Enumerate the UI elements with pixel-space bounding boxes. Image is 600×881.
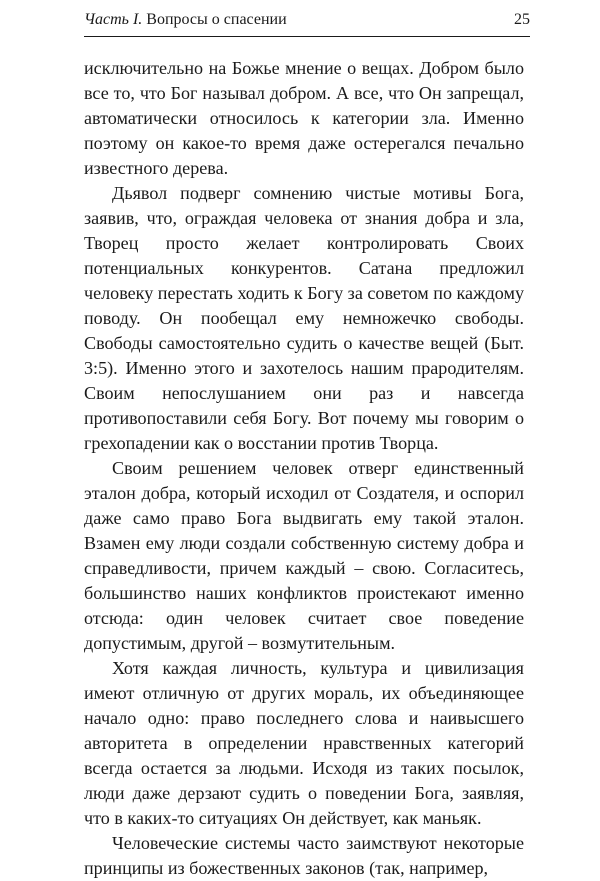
paragraph: Дьявол подверг сомнению чистые мотивы Бога, заявив, что, ограждая человека от знания добра и зла, Творец просто желает контролировать Своих потенциальных конкурентов. Сатана предложил человеку перестать ходить к Богу за советом по каждому поводу. Он пообещал ему немножечко свободы. Свободы самостоятельно судить о качестве вещей (Быт. 3:5). Именно этого и захотелось нашим прародителям. Своим непослушанием они раз и навсегда противопоставили себя Богу. Вот почему мы говорим о грехопадении как о восстании против Творца. <box>84 183 524 453</box>
body-text <box>84 56 524 881</box>
running-header <box>84 10 530 30</box>
page-number: 25 <box>514 11 530 28</box>
paragraph: исключительно на Божье мнение о вещах. Добром было все то, что Бог называл добром. А все, что Он запрещал, автоматически относилось к категории зла. Именно поэтому он какое-то время даже остерегался печально известного дерева. <box>84 58 524 178</box>
header-title <box>84 10 287 30</box>
paragraph: Своим решением человек отверг единственный эталон добра, который исходил от Создателя, и оспорил даже само право Бога выдвигать ему такой эталон. Взамен ему люди создали собственную систему добра и справедливости, причем каждый – свою. Согласитесь, большинство наших конфликтов проистекают именно отсюда: один человек считает свое поведение допустимым, другой – возмутительным. <box>84 458 524 653</box>
section-title: Вопросы о спасении <box>146 11 287 28</box>
paragraph: Человеческие системы часто заимствуют некоторые принципы из божественных законов (так, например, <box>84 833 524 878</box>
paragraph: Хотя каждая личность, культура и цивилизация имеют отличную от других мораль, их объединяющее начало одно: право последнего слова и наивысшего авторитета в определении нравственных категорий всегда остается за людьми. Исходя из таких посылок, люди даже дерзают судить о поведении Бога, заявляя, что в каких-то ситуациях Он действует, как маньяк. <box>84 658 524 828</box>
part-label: Часть I. <box>84 11 143 28</box>
header-rule <box>84 36 530 37</box>
